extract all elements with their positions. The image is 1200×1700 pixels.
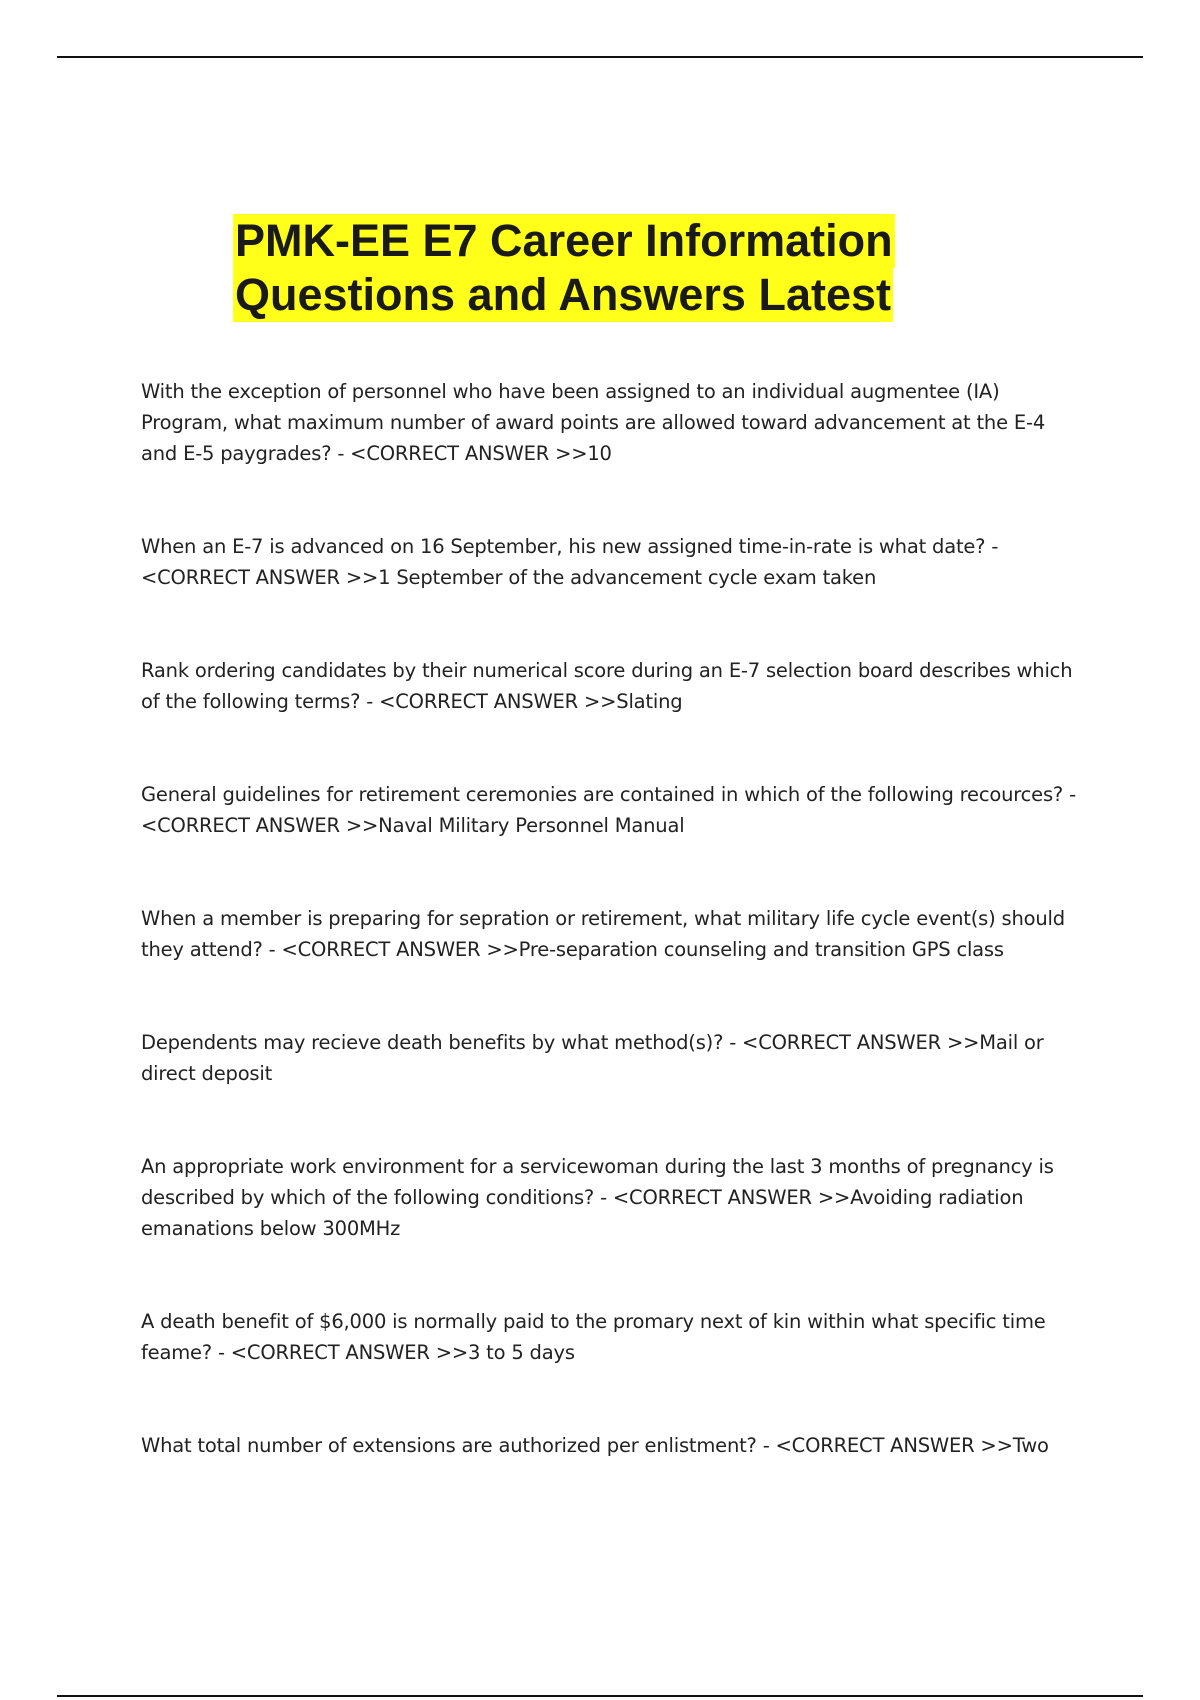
qa-item-9: What total number of extensions are authorized per enlistment? - <CORRECT ANSWER >>Two (141, 1434, 1049, 1457)
qa-item-1: With the exception of personnel who have been assigned to an individual augmentee (IA) Program, what maximum number of award points are allowed toward advancement at the E-4 and E-5 paygrades? - <CORRECT ANSWER >>10 (141, 380, 1046, 465)
qa-item-2: When an E-7 is advanced on 16 September, his new assigned time-in-rate is what date? - <CORRECT ANSWER >>1 September of the advancement cycle exam taken (141, 535, 999, 589)
title-line-2: Questions and Answers Latest (235, 269, 891, 320)
qa-item-5: When a member is preparing for sepration or retirement, what military life cycle event(s) should they attend? - <CORRECT ANSWER >>Pre-separation counseling and transition GPS class (141, 907, 1065, 961)
bottom-rule (57, 1695, 1143, 1697)
top-rule (57, 56, 1143, 58)
qa-item-4: General guidelines for retirement ceremonies are contained in which of the following recources? - <CORRECT ANSWER >>Naval Military Personnel Manual (141, 783, 1076, 837)
qa-item-8: A death benefit of $6,000 is normally paid to the promary next of kin within what specific time feame? - <CORRECT ANSWER >>3 to 5 days (141, 1310, 1046, 1364)
qa-item-3: Rank ordering candidates by their numerical score during an E-7 selection board describes which of the following terms? - <CORRECT ANSWER >>Slating (141, 659, 1073, 713)
document-title (233, 214, 933, 322)
qa-item-7: An appropriate work environment for a servicewoman during the last 3 months of pregnancy is described by which of the following conditions? - <CORRECT ANSWER >>Avoiding radiation emanations below 300MHz (141, 1155, 1054, 1240)
title-line-1: PMK-EE E7 Career Information (235, 215, 893, 266)
qa-item-6: Dependents may recieve death benefits by what method(s)? - <CORRECT ANSWER >>Mail or direct deposit (141, 1031, 1044, 1085)
